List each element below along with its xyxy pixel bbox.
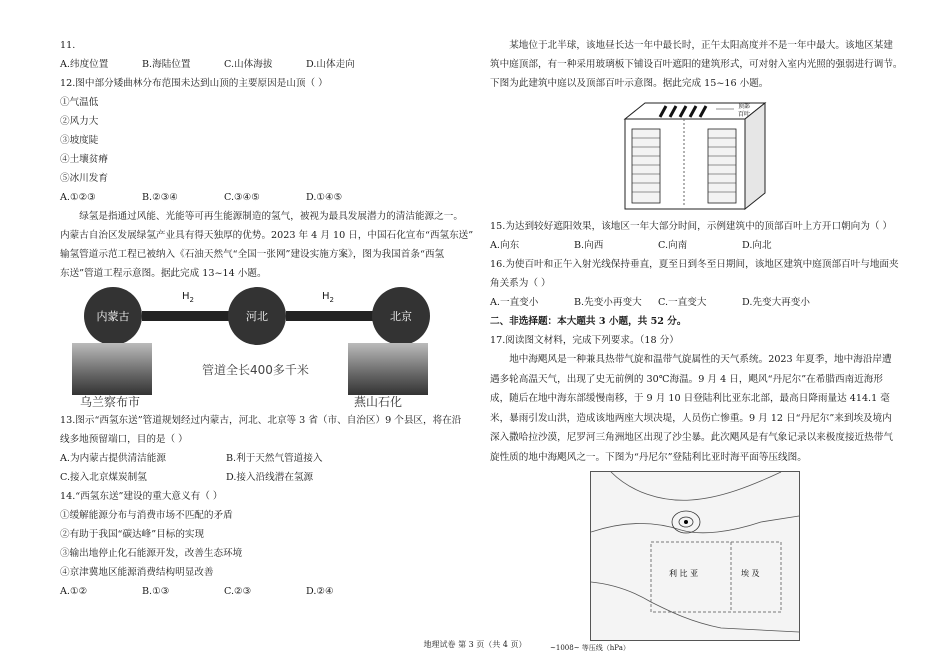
- option: D.先变大再变小: [742, 297, 810, 308]
- caption-ulanqab: 乌兰察布市: [80, 395, 141, 409]
- label-egypt: 埃 及: [741, 569, 760, 578]
- option: D.①④⑤: [306, 192, 343, 203]
- option: A.向东: [490, 240, 520, 251]
- option: A.①②: [60, 586, 88, 597]
- photo-yanshan: [348, 343, 428, 395]
- q12-item: ③坡度陡: [60, 135, 99, 146]
- intro-line: 绿氢是指通过风能、光能等可再生能源制造的氢气，被视为最具发展潜力的清洁能源之一。: [79, 211, 463, 222]
- q17-material: 地中海飓风是一种兼具热带气旋和温带气旋属性的天气系统。2023 年夏季，地中海沿岸遭遇多轮高温天气，出现了史无前例的 30℃海温。9 月 4 日，飓风“丹尼尔”在希腊西南近海形成，随后在地中海东部缓慢南移，于 9 月 10 日登陆利比亚东北部，最高日降雨量达 414.1 毫米，暴雨引发山洪，造成该地两座大坝决堤，人员伤亡惨重。9 月 12 日“丹尼尔”来到埃及境内深入撒哈拉沙漠，尼罗河三角洲地区出现了沙尘暴。此次飓风是有气象记录以来极度接近热带气旋性质的地中海飓风之一。下图为“丹尼尔”登陆利比亚时海平面等压线图。: [490, 354, 893, 463]
- option: A.为内蒙古提供清洁能源: [60, 453, 166, 464]
- h2-label: $H_2$: [322, 291, 334, 304]
- q13-stem: 13.图示“西氢东送”管道规划经过内蒙古，河北、北京等 3 省（市、自治区）9 个县区，将在沿: [60, 415, 462, 426]
- pipe-length-note: 管道全长400多千米: [202, 363, 309, 377]
- node-hebei: 河北: [228, 287, 286, 345]
- q14-options: [60, 582, 475, 601]
- building-diagram: [490, 97, 895, 213]
- photo-ulanqab: [72, 343, 152, 395]
- intro-line: 某地位于北半球，该地昼长达一年中最长时，正午太阳高度并不是一年中最大。该地区某建: [509, 40, 893, 51]
- q17-stem: 17.阅读图文材料，完成下列要求。（18 分）: [490, 335, 679, 346]
- intro-line: 东送”管道工程示意图。据此完成 13~14 小题。: [60, 268, 267, 279]
- q12-item: ①气温低: [60, 97, 99, 108]
- isobar-map-drawing: [591, 472, 799, 640]
- option: C.③④⑤: [224, 192, 260, 203]
- label-top: 顶部: [738, 103, 751, 110]
- option: B.②③④: [142, 192, 178, 203]
- right-column: [490, 36, 903, 653]
- pipeline-diagram: [60, 287, 475, 407]
- q14-item: ④京津冀地区能源消费结构明显改善: [60, 567, 214, 578]
- arrow-1: [142, 311, 238, 321]
- q11-options: [60, 55, 475, 74]
- option: B.①③: [142, 586, 170, 597]
- arrow-2: [286, 311, 384, 321]
- left-column: [60, 36, 475, 601]
- option: B.先变小再变大: [574, 297, 642, 308]
- q12-stem: 12.图中部分矮曲林分布范围未达到山顶的主要原因是山顶（ ）: [60, 78, 328, 89]
- q15-options: [490, 236, 895, 255]
- q11-number: 11.: [60, 40, 76, 51]
- q15-stem: 15.为达到较好遮阳效果，该地区一年大部分时间，示例建筑中的顶部百叶上方开口朝向为（ ）: [490, 221, 893, 232]
- q14-item: ③输出地停止化石能源开发，改善生态环境: [60, 548, 243, 559]
- page-footer: 地理试卷 第 3 页（共 4 页）: [423, 640, 527, 649]
- intro-line: 输氢管道示范工程已被纳入《石油天然气“全国一张网”建设实施方案》，图为我国首条“西氢: [60, 249, 445, 260]
- q16-stem: 角关系为（ ）: [490, 278, 551, 289]
- label-louver: 百叶: [738, 111, 751, 118]
- option: A.①②③: [60, 192, 96, 203]
- option: B.利于天然气管道接入: [226, 453, 323, 464]
- q16-stem: 16.为使百叶和正午入射光线保持垂直，夏至日到冬至日期间，该地区建筑中庭顶部百叶与地面夹: [490, 259, 899, 270]
- intro-line: 筑中庭顶部，有一种采用玻璃板下铺设百叶遮阳的建筑形式，可对射入室内光照的强弱进行调节。: [490, 59, 903, 70]
- q13-stem: 线多地预留端口，目的是（ ）: [60, 434, 188, 445]
- isobar-map: [590, 471, 800, 641]
- option: B.向西: [574, 240, 604, 251]
- option: C.向南: [658, 240, 688, 251]
- option: D.接入沿线潜在氢源: [226, 472, 314, 483]
- option: C.一直变大: [658, 297, 707, 308]
- section-heading: 二、非选择题：本大题共 3 小题，共 52 分。: [490, 316, 687, 327]
- q12-item: ④土壤贫瘠: [60, 154, 108, 165]
- intro-line: 下图为此建筑中庭以及顶部百叶示意图。据此完成 15~16 小题。: [490, 78, 769, 89]
- option: C.山体海拔: [224, 59, 273, 70]
- option: A.一直变小: [490, 297, 539, 308]
- option: D.向北: [742, 240, 772, 251]
- map-legend: ~1008~ 等压线（hPa）: [550, 644, 630, 652]
- node-neimenggu: 内蒙古: [84, 287, 142, 345]
- q14-item: ①缓解能源分布与消费市场不匹配的矛盾: [60, 510, 233, 521]
- option: C.接入北京煤炭制氢: [60, 472, 147, 483]
- option: C.②③: [224, 586, 252, 597]
- option: D.②④: [306, 586, 334, 597]
- q12-item: ⑤冰川发育: [60, 173, 108, 184]
- intro-line: 内蒙古自治区发展绿氢产业具有得天独厚的优势。2023 年 4 月 10 日，中国石化宣布“西氢东送”: [60, 230, 474, 241]
- q16-options: [490, 293, 895, 312]
- h2-label: $H_2$: [182, 291, 194, 304]
- label-libya: 利 比 亚: [669, 569, 699, 578]
- q12-item: ②风力大: [60, 116, 99, 127]
- caption-yanshan: 燕山石化: [354, 395, 403, 409]
- option: B.海陆位置: [142, 59, 191, 70]
- option: A.纬度位置: [60, 59, 109, 70]
- q13-options: [60, 468, 475, 487]
- node-beijing: 北京: [372, 287, 430, 345]
- q14-item: ②有助于我国“碳达峰”目标的实现: [60, 529, 205, 540]
- q14-stem: 14.“西氢东送”建设的重大意义有（ ）: [60, 491, 223, 502]
- q12-options: [60, 188, 475, 207]
- q13-options: [60, 449, 475, 468]
- option: D.山体走向: [306, 59, 355, 70]
